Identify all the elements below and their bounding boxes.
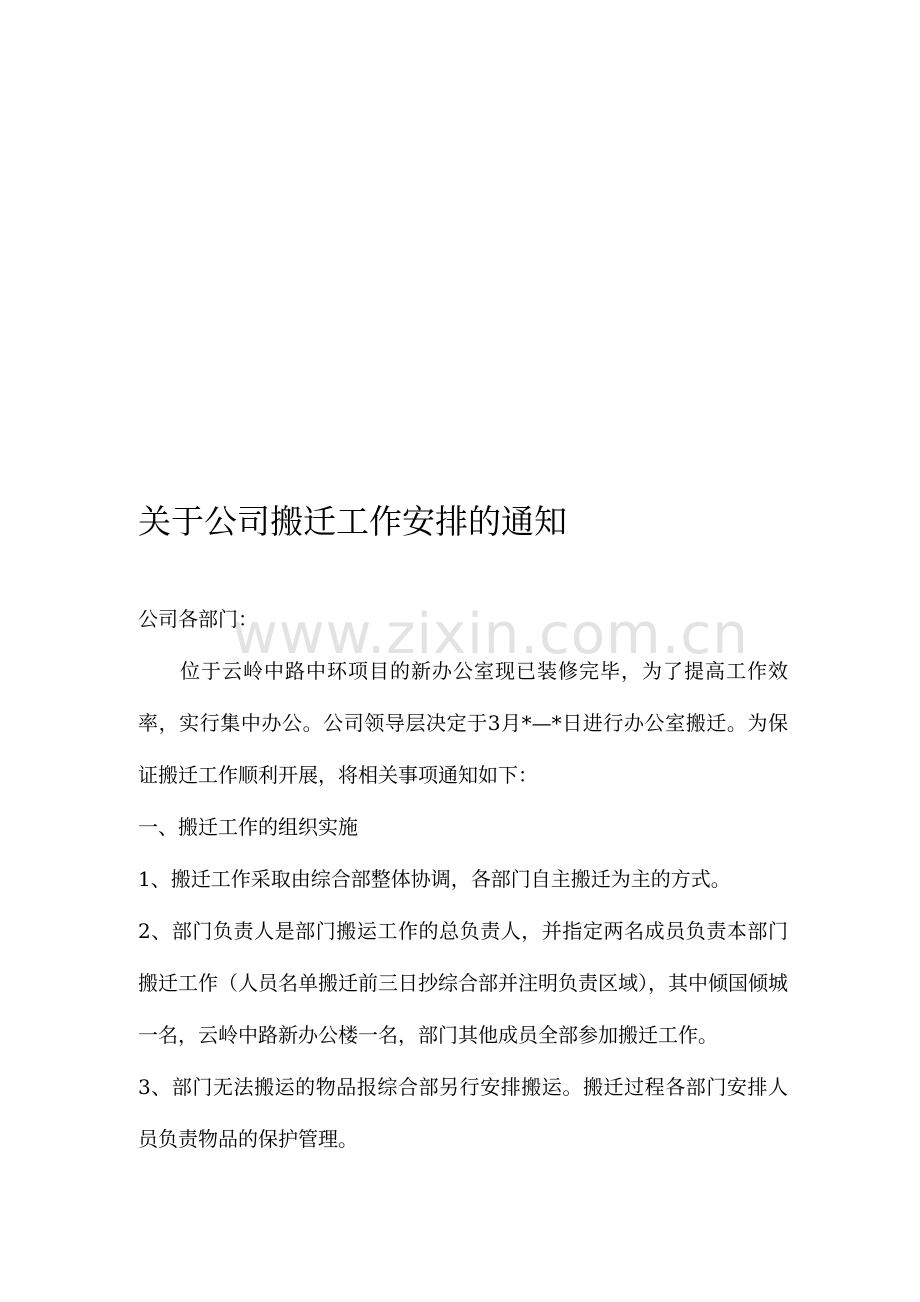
document-title: 关于公司搬迁工作安排的通知 <box>138 502 567 541</box>
document-body <box>138 593 788 1165</box>
list-item: 3、部门无法搬运的物品报综合部另行安排搬运。搬迁过程各部门安排人员负责物品的保护管理。 <box>138 1075 788 1151</box>
list-item: 2、部门负责人是部门搬运工作的总负责人，并指定两名成员负责本部门搬迁工作（人员名单搬迁前三日抄综合部并注明负责区域），其中倾国倾城一名，云岭中路新办公楼一名，部门其他成员全部参加搬迁工作。 <box>138 919 788 1047</box>
intro-paragraph: 位于云岭中路中环项目的新办公室现已装修完毕，为了提高工作效率，实行集中办公。公司领导层决定于3月*—*日进行办公室搬迁。为保证搬迁工作顺利开展，将相关事项通知如下： <box>138 659 788 787</box>
watermark: www.zixin.com.cn <box>232 602 749 667</box>
salutation: 公司各部门： <box>138 607 258 631</box>
list-item: 1、搬迁工作采取由综合部整体协调，各部门自主搬迁为主的方式。 <box>138 867 731 891</box>
section-heading: 一、搬迁工作的组织实施 <box>138 815 358 839</box>
